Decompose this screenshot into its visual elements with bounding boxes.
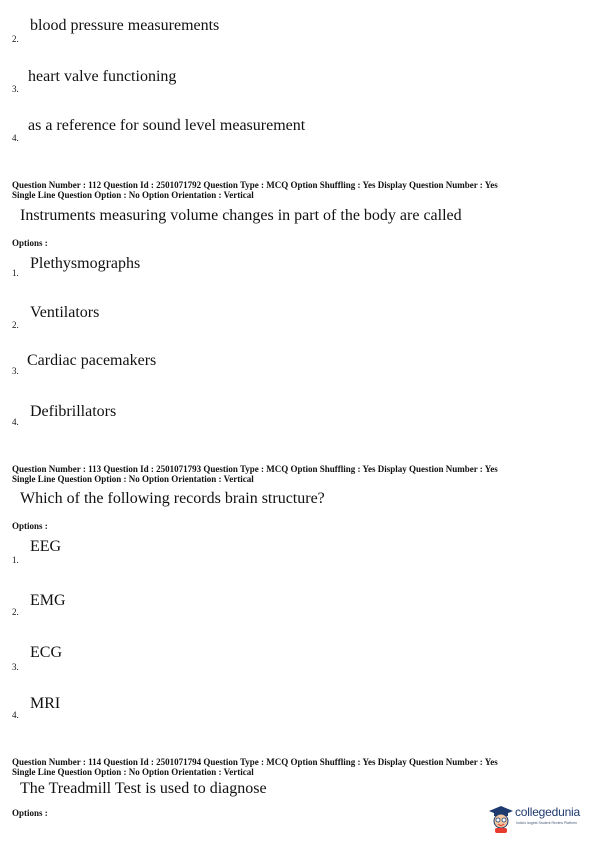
option-number: 4.	[12, 710, 19, 720]
logo-wordmark: collegedunia	[515, 805, 580, 819]
question-text: Instruments measuring volume changes in part of the body are called	[20, 207, 462, 224]
option-number: 3.	[12, 84, 19, 94]
option-number: 1.	[12, 555, 19, 565]
logo-tagline: India's largest Student Review Platform	[516, 821, 577, 825]
option-number: 3.	[12, 366, 19, 376]
option-text: heart valve functioning	[28, 68, 177, 85]
question-meta: Single Line Question Option : No Option Orientation : Vertical	[12, 767, 254, 777]
option-number: 2.	[12, 607, 19, 617]
option-number: 3.	[12, 662, 19, 672]
question-text: The Treadmill Test is used to diagnose	[20, 780, 267, 797]
question-meta: Question Number : 114 Question Id : 2501071794 Question Type : MCQ Option Shuffling : Yes Display Question Number : Yes	[12, 757, 498, 767]
option-text: Ventilators	[30, 304, 100, 321]
option-number: 2.	[12, 320, 19, 330]
option-number: 1.	[12, 268, 19, 278]
option-number: 2.	[12, 34, 19, 44]
option-text: Defibrillators	[30, 403, 117, 420]
option-text: Cardiac pacemakers	[27, 352, 157, 369]
option-number: 4.	[12, 133, 19, 143]
option-text: EMG	[30, 592, 66, 609]
option-text: as a reference for sound level measurement	[28, 117, 306, 134]
question-meta: Single Line Question Option : No Option Orientation : Vertical	[12, 474, 254, 484]
question-meta: Question Number : 112 Question Id : 2501071792 Question Type : MCQ Option Shuffling : Yes Display Question Number : Yes	[12, 180, 498, 190]
options-label: Options :	[12, 521, 48, 531]
option-text: EEG	[30, 538, 62, 555]
option-text: Plethysmographs	[30, 255, 141, 272]
option-text: MRI	[30, 695, 61, 712]
question-text: Which of the following records brain structure?	[20, 490, 325, 507]
options-label: Options :	[12, 238, 48, 248]
question-meta: Question Number : 113 Question Id : 2501071793 Question Type : MCQ Option Shuffling : Yes Display Question Number : Yes	[12, 464, 498, 474]
option-text: blood pressure measurements	[30, 17, 220, 34]
option-text: ECG	[30, 644, 62, 661]
options-label: Options :	[12, 808, 48, 818]
collegedunia-logo	[488, 802, 592, 836]
question-meta: Single Line Question Option : No Option Orientation : Vertical	[12, 190, 254, 200]
option-number: 4.	[12, 417, 19, 427]
graduate-mascot-icon	[488, 804, 514, 834]
